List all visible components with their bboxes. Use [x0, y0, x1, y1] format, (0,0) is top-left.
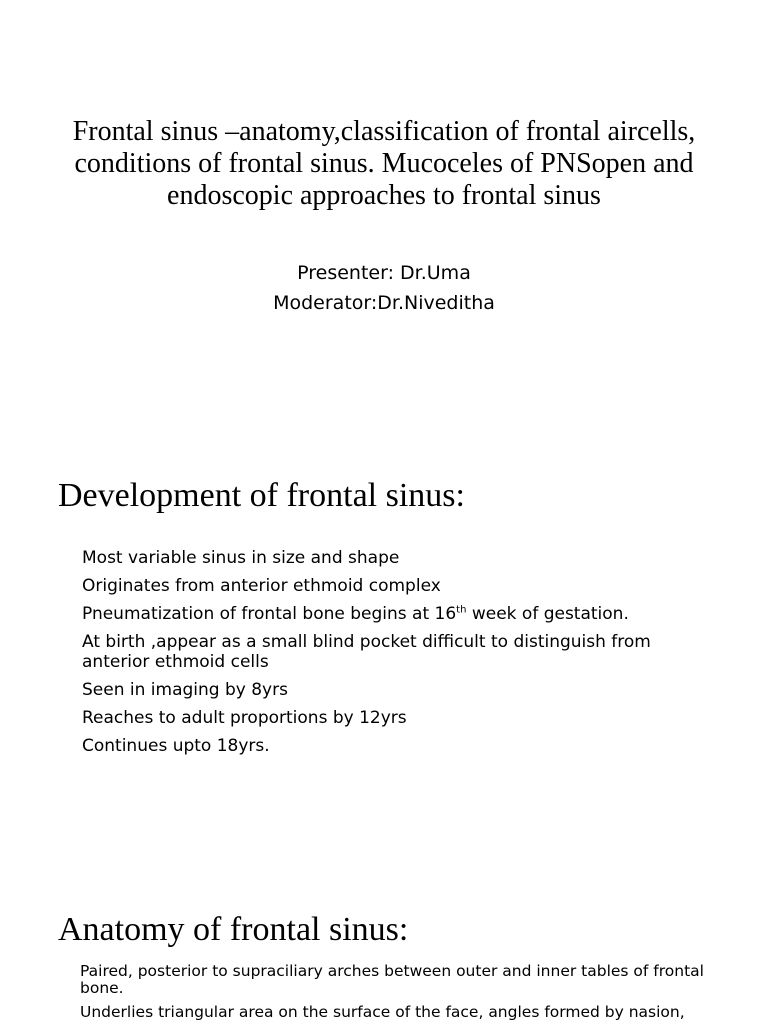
- list-item: At birth ,appear as a small blind pocket difficult to distinguish from anterior ethmoid cells: [82, 632, 651, 672]
- moderator-line: Moderator:Dr.Niveditha: [273, 292, 495, 314]
- superscript: th: [456, 604, 467, 616]
- list-item-text: week of gestation.: [466, 604, 629, 624]
- slide-heading: Anatomy of frontal sinus:: [58, 911, 409, 948]
- list-item: [82, 604, 722, 624]
- bullet-list: [82, 548, 722, 764]
- slide-heading: Development of frontal sinus:: [58, 477, 465, 514]
- list-item: Underlies triangular area on the surface of the face, angles formed by nasion,: [80, 1003, 685, 1021]
- list-item: Originates from anterior ethmoid complex: [82, 576, 441, 596]
- list-item: Continues upto 18yrs.: [82, 736, 270, 756]
- title-slide: [0, 0, 768, 440]
- development-slide: [0, 440, 768, 870]
- list-item: Paired, posterior to supraciliary arches between outer and inner tables of frontal bone.: [80, 962, 704, 997]
- presentation-title: Frontal sinus –anatomy,classification of frontal aircells, conditions of frontal sinus. Mucoceles of PNSopen and endoscopic approaches to frontal sinus: [72, 116, 696, 211]
- presenter-line: Presenter: Dr.Uma: [297, 262, 471, 284]
- anatomy-slide: [0, 870, 768, 1024]
- list-item: Reaches to adult proportions by 12yrs: [82, 708, 407, 728]
- list-item: Most variable sinus in size and shape: [82, 548, 400, 568]
- list-item-text: Pneumatization of frontal bone begins at 16: [82, 604, 457, 624]
- credits: [0, 258, 768, 318]
- list-item: Seen in imaging by 8yrs: [82, 680, 288, 700]
- bullet-list: [80, 963, 720, 1024]
